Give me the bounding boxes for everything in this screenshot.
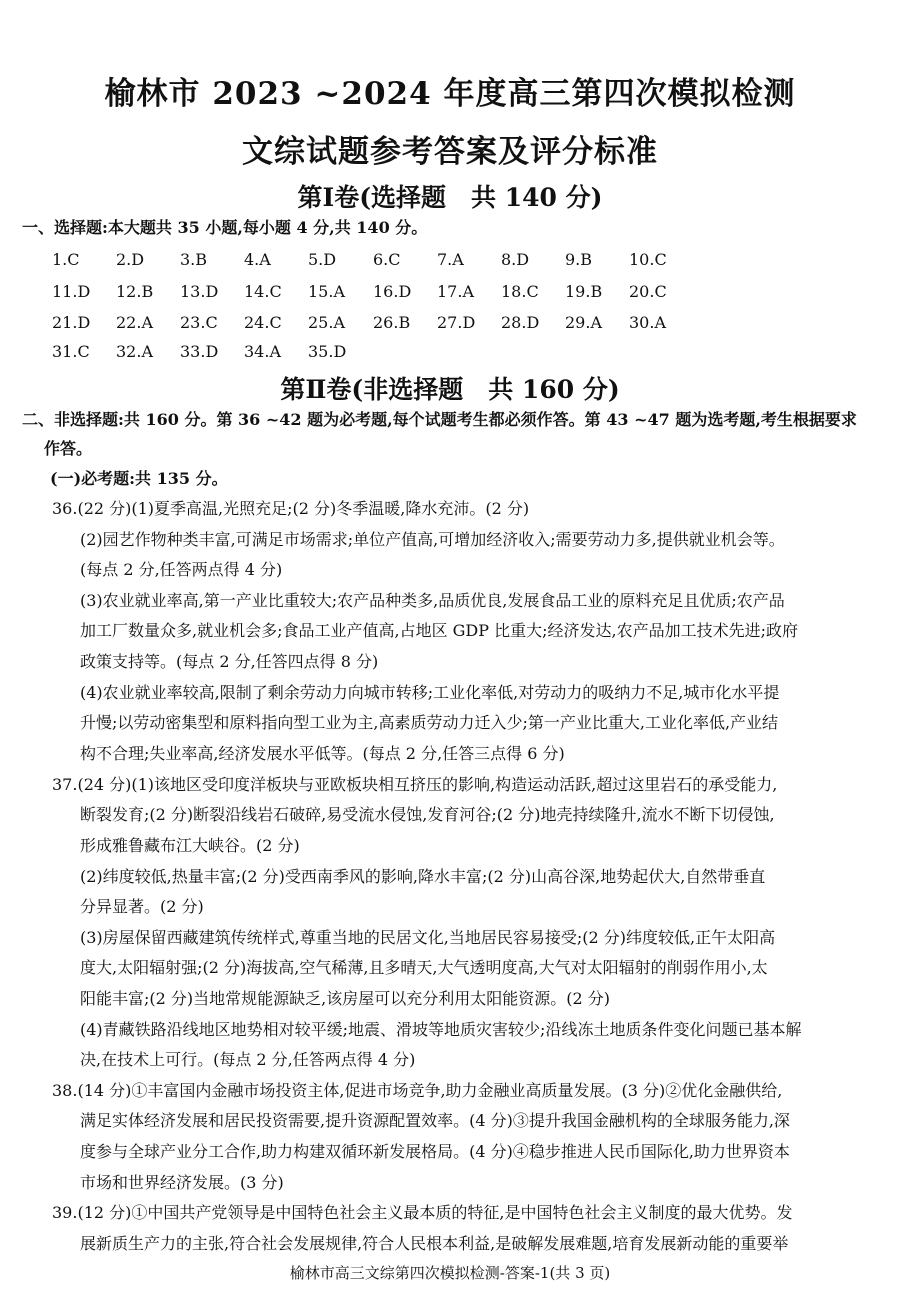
answer-item: 34.A [244,342,281,361]
q36-line: 升慢;以劳动密集型和原料指向型工业为主,高素质劳动力迁入少;第一产业比重大,工业化率低,产业结 [80,713,779,732]
answer-item: 20.C [629,282,667,301]
answer-item: 32.A [116,342,153,361]
exam-subtitle: 文综试题参考答案及评分标准 [242,134,658,170]
q37-line: 度大,太阳辐射强;(2 分)海拔高,空气稀薄,且多晴天,大气透明度高,大气对太阳辐射的削弱作用小,太 [80,958,768,977]
exam-title: 榆林市 2023 ~2024 年度高三第四次模拟检测 [104,76,796,112]
answer-item: 33.D [180,342,219,361]
q37-line: (4)青藏铁路沿线地区地势相对较平缓;地震、滑坡等地质灾害较少;沿线冻土地质条件变化问题已基本解 [80,1020,802,1039]
answer-item: 10.C [629,250,667,269]
q37-line: 形成雅鲁藏布江大峡谷。(2 分) [80,836,300,855]
part1-heading: 第Ⅰ卷(选择题 共 140 分) [297,183,603,212]
q37-line: (3)房屋保留西藏建筑传统样式,尊重当地的民居文化,当地居民容易接受;(2 分)纬度较低,正午太阳高 [80,928,776,947]
q37-line: 分异显著。(2 分) [80,897,204,916]
q36-line: 构不合理;失业率高,经济发展水平低等。(每点 2 分,任答三点得 6 分) [80,744,565,763]
answer-item: 24.C [244,313,282,332]
q37-line: 断裂发育;(2 分)断裂沿线岩石破碎,易受流水侵蚀,发育河谷;(2 分)地壳持续隆升,流水不断下切侵蚀, [80,805,775,824]
answer-item: 4.A [244,250,271,269]
answer-item: 28.D [501,313,540,332]
answer-item: 27.D [437,313,476,332]
part2-instruction-cont: 作答。 [44,439,93,458]
q38-line: 满足实体经济发展和居民投资需要,提升资源配置效率。(4 分)③提升我国金融机构的全球服务能力,深 [80,1111,790,1130]
answer-item: 19.B [565,282,603,301]
q37-line: (2)纬度较低,热量丰富;(2 分)受西南季风的影响,降水丰富;(2 分)山高谷深,地势起伏大,自然带垂直 [80,867,766,886]
answer-item: 13.D [180,282,219,301]
answer-item: 8.D [501,250,530,269]
answer-item: 31.C [52,342,90,361]
q39-line: 39.(12 分)①中国共产党领导是中国特色社会主义最本质的特征,是中国特色社会主义制度的最大优势。发 [52,1203,793,1222]
required-section-label: (一)必考题:共 135 分。 [50,469,228,488]
answer-item: 7.A [437,250,464,269]
answer-item: 15.A [308,282,345,301]
answer-item: 3.B [180,250,208,269]
q38-line: 度参与全球产业分工合作,助力构建双循环新发展格局。(4 分)④稳步推进人民币国际化,助力世界资本 [80,1142,790,1161]
q36-line: (3)农业就业率高,第一产业比重较大;农产品种类多,品质优良,发展食品工业的原料充足且优质;农产品 [80,591,785,610]
page-footer: 榆林市高三文综第四次模拟检测-答案-1(共 3 页) [289,1264,611,1282]
q39-line: 展新质生产力的主张,符合社会发展规律,符合人民根本利益,是破解发展难题,培育发展新动能的重要举 [80,1234,789,1253]
q36-line: (2)园艺作物种类丰富,可满足市场需求;单位产值高,可增加经济收入;需要劳动力多,提供就业机会等。 [80,530,785,549]
q38-line: 市场和世界经济发展。(3 分) [80,1173,284,1192]
answer-item: 30.A [629,313,666,332]
answer-item: 9.B [565,250,593,269]
answer-item: 5.D [308,250,337,269]
answer-item: 17.A [437,282,474,301]
part1-instruction: 一、选择题:本大题共 35 小题,每小题 4 分,共 140 分。 [22,218,428,237]
q36-line: (4)农业就业率较高,限制了剩余劳动力向城市转移;工业化率低,对劳动力的吸纳力不足,城市化水平提 [80,683,780,702]
q36-line: 加工厂数量众多,就业机会多;食品工业产值高,占地区 GDP 比重大;经济发达,农产品加工技术先进;政府 [80,621,798,640]
answer-item: 21.D [52,313,91,332]
q38-line: 38.(14 分)①丰富国内金融市场投资主体,促进市场竞争,助力金融业高质量发展。(3 分)②优化金融供给, [52,1081,783,1100]
answer-item: 14.C [244,282,282,301]
answer-item: 6.C [373,250,401,269]
answer-item: 2.D [116,250,145,269]
q36-line: 36.(22 分)(1)夏季高温,光照充足;(2 分)冬季温暖,降水充沛。(2 分) [52,499,530,518]
q36-line: (每点 2 分,任答两点得 4 分) [80,560,283,579]
q36-line: 政策支持等。(每点 2 分,任答四点得 8 分) [80,652,379,671]
answer-item: 26.B [373,313,411,332]
q37-line: 阳能丰富;(2 分)当地常规能源缺乏,该房屋可以充分利用太阳能资源。(2 分) [80,989,610,1008]
q37-line: 37.(24 分)(1)该地区受印度洋板块与亚欧板块相互挤压的影响,构造运动活跃,超过这里岩石的承受能力, [52,775,778,794]
q37-line: 决,在技术上可行。(每点 2 分,任答两点得 4 分) [80,1050,416,1069]
answer-item: 16.D [373,282,412,301]
answer-item: 11.D [52,282,91,301]
answer-item: 12.B [116,282,154,301]
answer-item: 35.D [308,342,347,361]
answer-item: 29.A [565,313,602,332]
answer-item: 23.C [180,313,218,332]
part2-heading: 第Ⅱ卷(非选择题 共 160 分) [280,375,620,404]
answer-item: 1.C [52,250,80,269]
answer-item: 22.A [116,313,153,332]
part2-instruction: 二、非选择题:共 160 分。第 36 ~42 题为必考题,每个试题考生都必须作答。第 43 ~47 题为选考题,考生根据要求 [22,410,857,429]
answer-item: 18.C [501,282,539,301]
answer-item: 25.A [308,313,345,332]
